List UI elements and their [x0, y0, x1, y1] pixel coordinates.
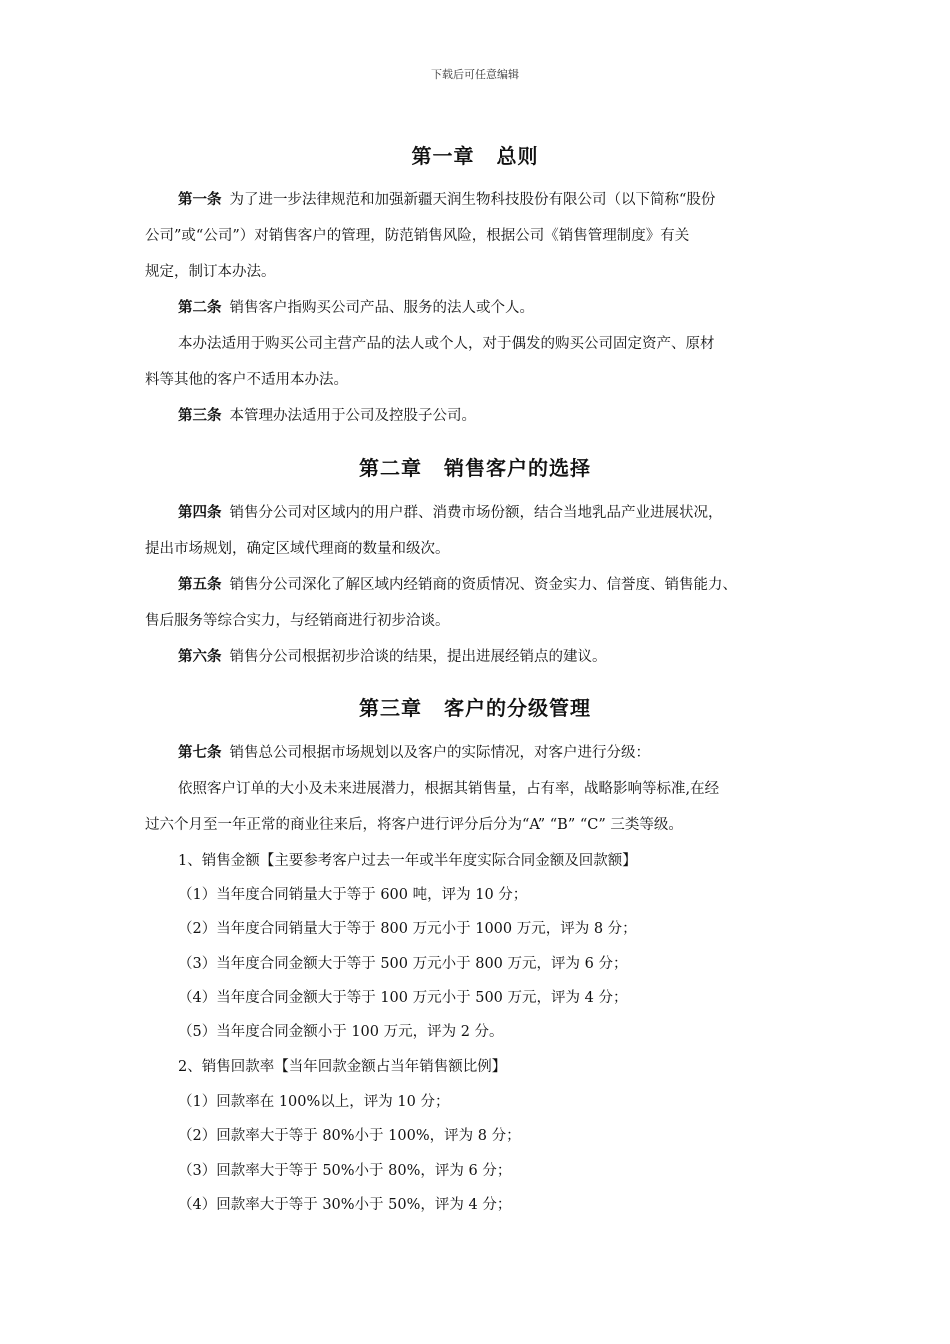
article-2-line-1 [178, 298, 534, 318]
section-1-item: （2）当年度合同销量大于等于 800 万元小于 1000 万元，评为 8 分； [178, 921, 637, 937]
article-text: 为了进一步法律规范和加强新疆天润生物科技股份有限公司（以下简称“股份 [229, 192, 716, 208]
header-note: 下载后可任意编辑 [431, 68, 519, 81]
chapter-number: 第一章 [411, 144, 475, 168]
article-text: 销售分公司深化了解区域内经销商的资质情况、资金实力、信誉度、销售能力、 [229, 577, 737, 593]
article-7-para-line-1: 依照客户订单的大小及未来进展潜力，根据其销售量，占有率，战略影响等标准,在经 [178, 781, 720, 797]
chapter-number: 第三章 [359, 696, 422, 720]
article-label: 第一条 [178, 192, 222, 208]
article-1-line-1 [178, 190, 715, 210]
article-label: 第五条 [178, 577, 222, 593]
chapter-number: 第二章 [359, 456, 422, 480]
chapter-1-heading [0, 140, 950, 169]
article-1-line-3: 规定，制订本办法。 [145, 264, 276, 280]
article-label: 第三条 [178, 408, 222, 424]
article-text: 销售总公司根据市场规划以及客户的实际情况，对客户进行分级： [229, 745, 650, 761]
chapter-title: 总则 [496, 144, 539, 168]
article-6-line-1 [178, 647, 607, 667]
article-4-line-2: 提出市场规划，确定区域代理商的数量和级次。 [145, 541, 450, 557]
section-2-item: （2）回款率大于等于 80%小于 100%，评为 8 分； [178, 1128, 521, 1144]
article-text: 销售分公司根据初步洽谈的结果，提出进展经销点的建议。 [229, 649, 607, 665]
article-label: 第七条 [178, 745, 222, 761]
chapter-title: 销售客户的选择 [444, 456, 591, 480]
section-2-item: （3）回款率大于等于 50%小于 80%，评为 6 分； [178, 1163, 512, 1179]
chapter-title: 客户的分级管理 [444, 696, 591, 720]
article-1-line-2: 公司”或“公司”）对销售客户的管理，防范销售风险，根据公司《销售管理制度》有关 [145, 228, 690, 244]
section-1-item: （5）当年度合同金额小于 100 万元，评为 2 分。 [178, 1024, 504, 1040]
section-1-item: （1）当年度合同销量大于等于 600 吨，评为 10 分； [178, 887, 528, 903]
article-4-line-1 [178, 503, 723, 523]
article-text: 销售分公司对区域内的用户群、消费市场份额，结合当地乳品产业进展状况， [229, 505, 723, 521]
section-1-item: （4）当年度合同金额大于等于 100 万元小于 500 万元，评为 4 分； [178, 990, 628, 1006]
article-label: 第二条 [178, 300, 222, 316]
article-label: 第六条 [178, 649, 222, 665]
article-text: 本管理办法适用于公司及控股子公司。 [229, 408, 476, 424]
section-2-item: （4）回款率大于等于 30%小于 50%，评为 4 分； [178, 1197, 512, 1213]
article-2-para-line-2: 料等其他的客户不适用本办法。 [145, 372, 348, 388]
article-5-line-2: 售后服务等综合实力，与经销商进行初步洽谈。 [145, 613, 450, 629]
chapter-3-heading [0, 692, 950, 721]
article-3-line-1 [178, 406, 476, 426]
article-label: 第四条 [178, 505, 222, 521]
article-2-para-line-1: 本办法适用于购买公司主营产品的法人或个人，对于偶发的购买公司固定资产、原材 [178, 336, 715, 352]
article-7-para-line-2: 过六个月至一年正常的商业往来后，将客户进行评分后分为“A” “B” “C” 三类等级。 [145, 817, 683, 833]
section-1-item: （3）当年度合同金额大于等于 500 万元小于 800 万元，评为 6 分； [178, 956, 628, 972]
section-2-title: 2、销售回款率【当年回款金额占当年销售额比例】 [178, 1059, 507, 1075]
article-5-line-1 [178, 575, 737, 595]
article-text: 销售客户指购买公司产品、服务的法人或个人。 [229, 300, 534, 316]
chapter-2-heading [0, 452, 950, 481]
article-7-line-1 [178, 743, 650, 763]
section-1-title: 1、销售金额【主要参考客户过去一年或半年度实际合同金额及回款额】 [178, 853, 637, 869]
section-2-item: （1）回款率在 100%以上，评为 10 分； [178, 1094, 450, 1110]
